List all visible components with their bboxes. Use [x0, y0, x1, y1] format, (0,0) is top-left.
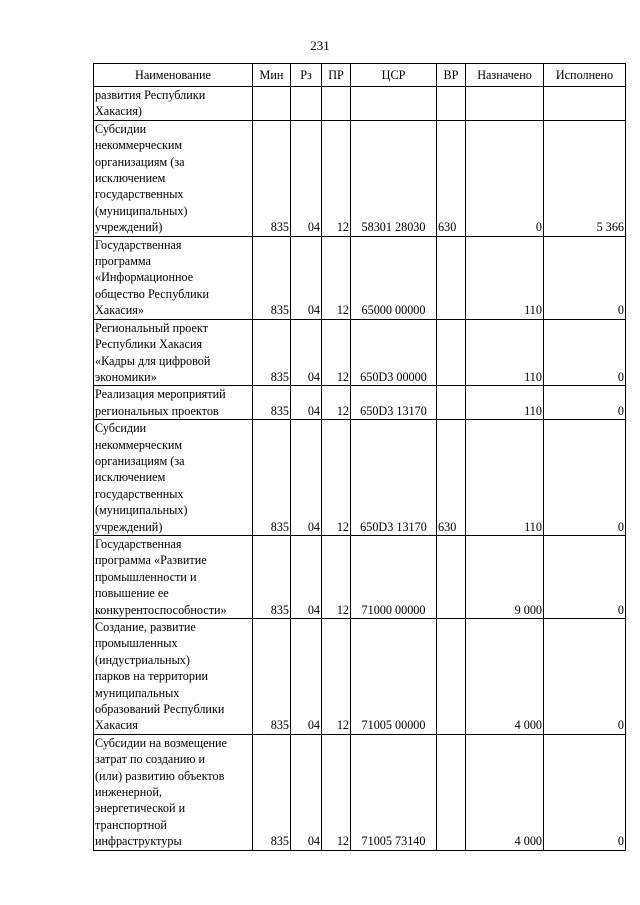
name-line: организациям (за [95, 453, 185, 468]
cell-assigned: 110 [466, 386, 544, 420]
name-line: парков на территории [95, 669, 209, 684]
cell-name [94, 236, 253, 319]
name-line: региональных проектов [95, 403, 219, 418]
cell-rz [291, 87, 322, 121]
cell-csr: 71005 73140 [351, 734, 437, 850]
cell-vr [437, 319, 466, 386]
cell-rz: 04 [291, 120, 322, 236]
name-line: исключением [95, 470, 166, 485]
cell-assigned: 110 [466, 236, 544, 319]
name-line: программа «Развитие [95, 553, 207, 568]
table-row [94, 420, 626, 536]
cell-min: 835 [253, 420, 291, 536]
header-pr: ПР [322, 64, 351, 87]
header-name: Наименование [94, 64, 253, 87]
name-line: Хакасия [95, 718, 138, 733]
cell-csr: 650D3 13170 [351, 386, 437, 420]
name-line: образований Республики [95, 702, 225, 717]
cell-name [94, 87, 253, 121]
cell-executed: 5 366 [544, 120, 626, 236]
cell-assigned: 110 [466, 420, 544, 536]
cell-executed: 0 [544, 236, 626, 319]
cell-rz: 04 [291, 734, 322, 850]
cell-pr: 12 [322, 236, 351, 319]
name-line: затрат по созданию и [95, 752, 206, 767]
cell-pr: 12 [322, 386, 351, 420]
cell-vr [437, 386, 466, 420]
cell-assigned [466, 87, 544, 121]
cell-executed [544, 87, 626, 121]
cell-assigned: 9 000 [466, 535, 544, 618]
cell-vr: 630 [437, 420, 466, 536]
cell-vr [437, 535, 466, 618]
header-min: Мин [253, 64, 291, 87]
name-line: промышленных [95, 636, 178, 651]
name-line: промышленности и [95, 569, 197, 584]
name-line: Государственная [95, 237, 182, 252]
cell-vr [437, 87, 466, 121]
header-row [94, 64, 626, 87]
cell-rz: 04 [291, 386, 322, 420]
cell-csr: 71000 00000 [351, 535, 437, 618]
cell-name [94, 734, 253, 850]
name-line: (муниципальных) [95, 503, 188, 518]
cell-name [94, 319, 253, 386]
name-line: инженерной, [95, 785, 162, 800]
table-row [94, 386, 626, 420]
name-line: (или) развитию объектов [95, 768, 225, 783]
name-line: некоммерческим [95, 138, 183, 153]
cell-csr: 650D3 00000 [351, 319, 437, 386]
cell-min: 835 [253, 386, 291, 420]
name-line: Субсидии [95, 121, 147, 136]
name-line: государственных [95, 486, 184, 501]
name-line: программа [95, 254, 151, 269]
cell-csr: 58301 28030 [351, 120, 437, 236]
cell-rz: 04 [291, 619, 322, 735]
name-line: Региональный проект [95, 320, 208, 335]
header-csr: ЦСР [351, 64, 437, 87]
name-line: государственных [95, 187, 184, 202]
cell-vr [437, 734, 466, 850]
page-number: 231 [310, 38, 330, 53]
name-line: Государственная [95, 536, 182, 551]
name-line: инфраструктуры [95, 834, 182, 849]
name-line: учреждений) [95, 519, 163, 534]
name-line: Субсидии на возмещение [95, 735, 227, 750]
cell-pr: 12 [322, 120, 351, 236]
name-line: «Кадры для цифровой [95, 353, 211, 368]
name-line: (муниципальных) [95, 203, 188, 218]
cell-assigned: 110 [466, 319, 544, 386]
cell-rz: 04 [291, 236, 322, 319]
cell-min: 835 [253, 319, 291, 386]
name-line: муниципальных [95, 685, 180, 700]
cell-pr: 12 [322, 319, 351, 386]
name-line: развития Республики [95, 88, 206, 102]
cell-pr: 12 [322, 420, 351, 536]
cell-min: 835 [253, 619, 291, 735]
name-line: Республики Хакасия [95, 337, 203, 352]
name-line: конкурентоспособности» [95, 602, 227, 617]
cell-pr: 12 [322, 535, 351, 618]
budget-table [93, 63, 626, 851]
cell-name [94, 420, 253, 536]
cell-executed: 0 [544, 535, 626, 618]
name-line: (индустриальных) [95, 652, 190, 667]
name-line: исключением [95, 171, 166, 186]
name-line: организациям (за [95, 154, 185, 169]
header-assigned: Назначено [466, 64, 544, 87]
table-row [94, 319, 626, 386]
cell-csr: 65000 00000 [351, 236, 437, 319]
name-line: энергетической и [95, 801, 186, 816]
table-row [94, 236, 626, 319]
cell-min: 835 [253, 120, 291, 236]
name-line: Реализация мероприятий [95, 387, 226, 402]
cell-min: 835 [253, 236, 291, 319]
name-line: Создание, развитие [95, 620, 196, 634]
table-body [94, 87, 626, 851]
cell-min: 835 [253, 535, 291, 618]
cell-name [94, 619, 253, 735]
cell-vr [437, 619, 466, 735]
table-row [94, 120, 626, 236]
name-line: повышение ее [95, 586, 169, 601]
name-line: учреждений) [95, 220, 163, 235]
table-row [94, 535, 626, 618]
cell-rz: 04 [291, 535, 322, 618]
cell-name [94, 386, 253, 420]
cell-assigned: 4 000 [466, 734, 544, 850]
cell-csr [351, 87, 437, 121]
cell-min [253, 87, 291, 121]
name-line: «Информационное [95, 270, 194, 285]
table-row [94, 87, 626, 121]
table-row [94, 734, 626, 850]
cell-name [94, 535, 253, 618]
cell-pr: 12 [322, 619, 351, 735]
cell-executed: 0 [544, 386, 626, 420]
name-line: Субсидии [95, 421, 147, 436]
header-rz: Рз [291, 64, 322, 87]
name-line: некоммерческим [95, 437, 183, 452]
name-line: общество Республики [95, 286, 210, 301]
header-executed: Исполнено [544, 64, 626, 87]
name-line: Хакасия) [95, 104, 142, 119]
cell-csr: 71005 00000 [351, 619, 437, 735]
cell-executed: 0 [544, 619, 626, 735]
cell-min: 835 [253, 734, 291, 850]
cell-name [94, 120, 253, 236]
header-vr: ВР [437, 64, 466, 87]
name-line: экономики» [95, 369, 157, 384]
cell-pr [322, 87, 351, 121]
cell-assigned: 0 [466, 120, 544, 236]
cell-csr: 650D3 13170 [351, 420, 437, 536]
name-line: Хакасия» [95, 303, 144, 318]
cell-executed: 0 [544, 319, 626, 386]
cell-executed: 0 [544, 420, 626, 536]
cell-rz: 04 [291, 420, 322, 536]
name-line: транспортной [95, 817, 167, 832]
cell-vr [437, 236, 466, 319]
cell-assigned: 4 000 [466, 619, 544, 735]
cell-rz: 04 [291, 319, 322, 386]
table-row [94, 619, 626, 735]
cell-pr: 12 [322, 734, 351, 850]
cell-executed: 0 [544, 734, 626, 850]
cell-vr: 630 [437, 120, 466, 236]
